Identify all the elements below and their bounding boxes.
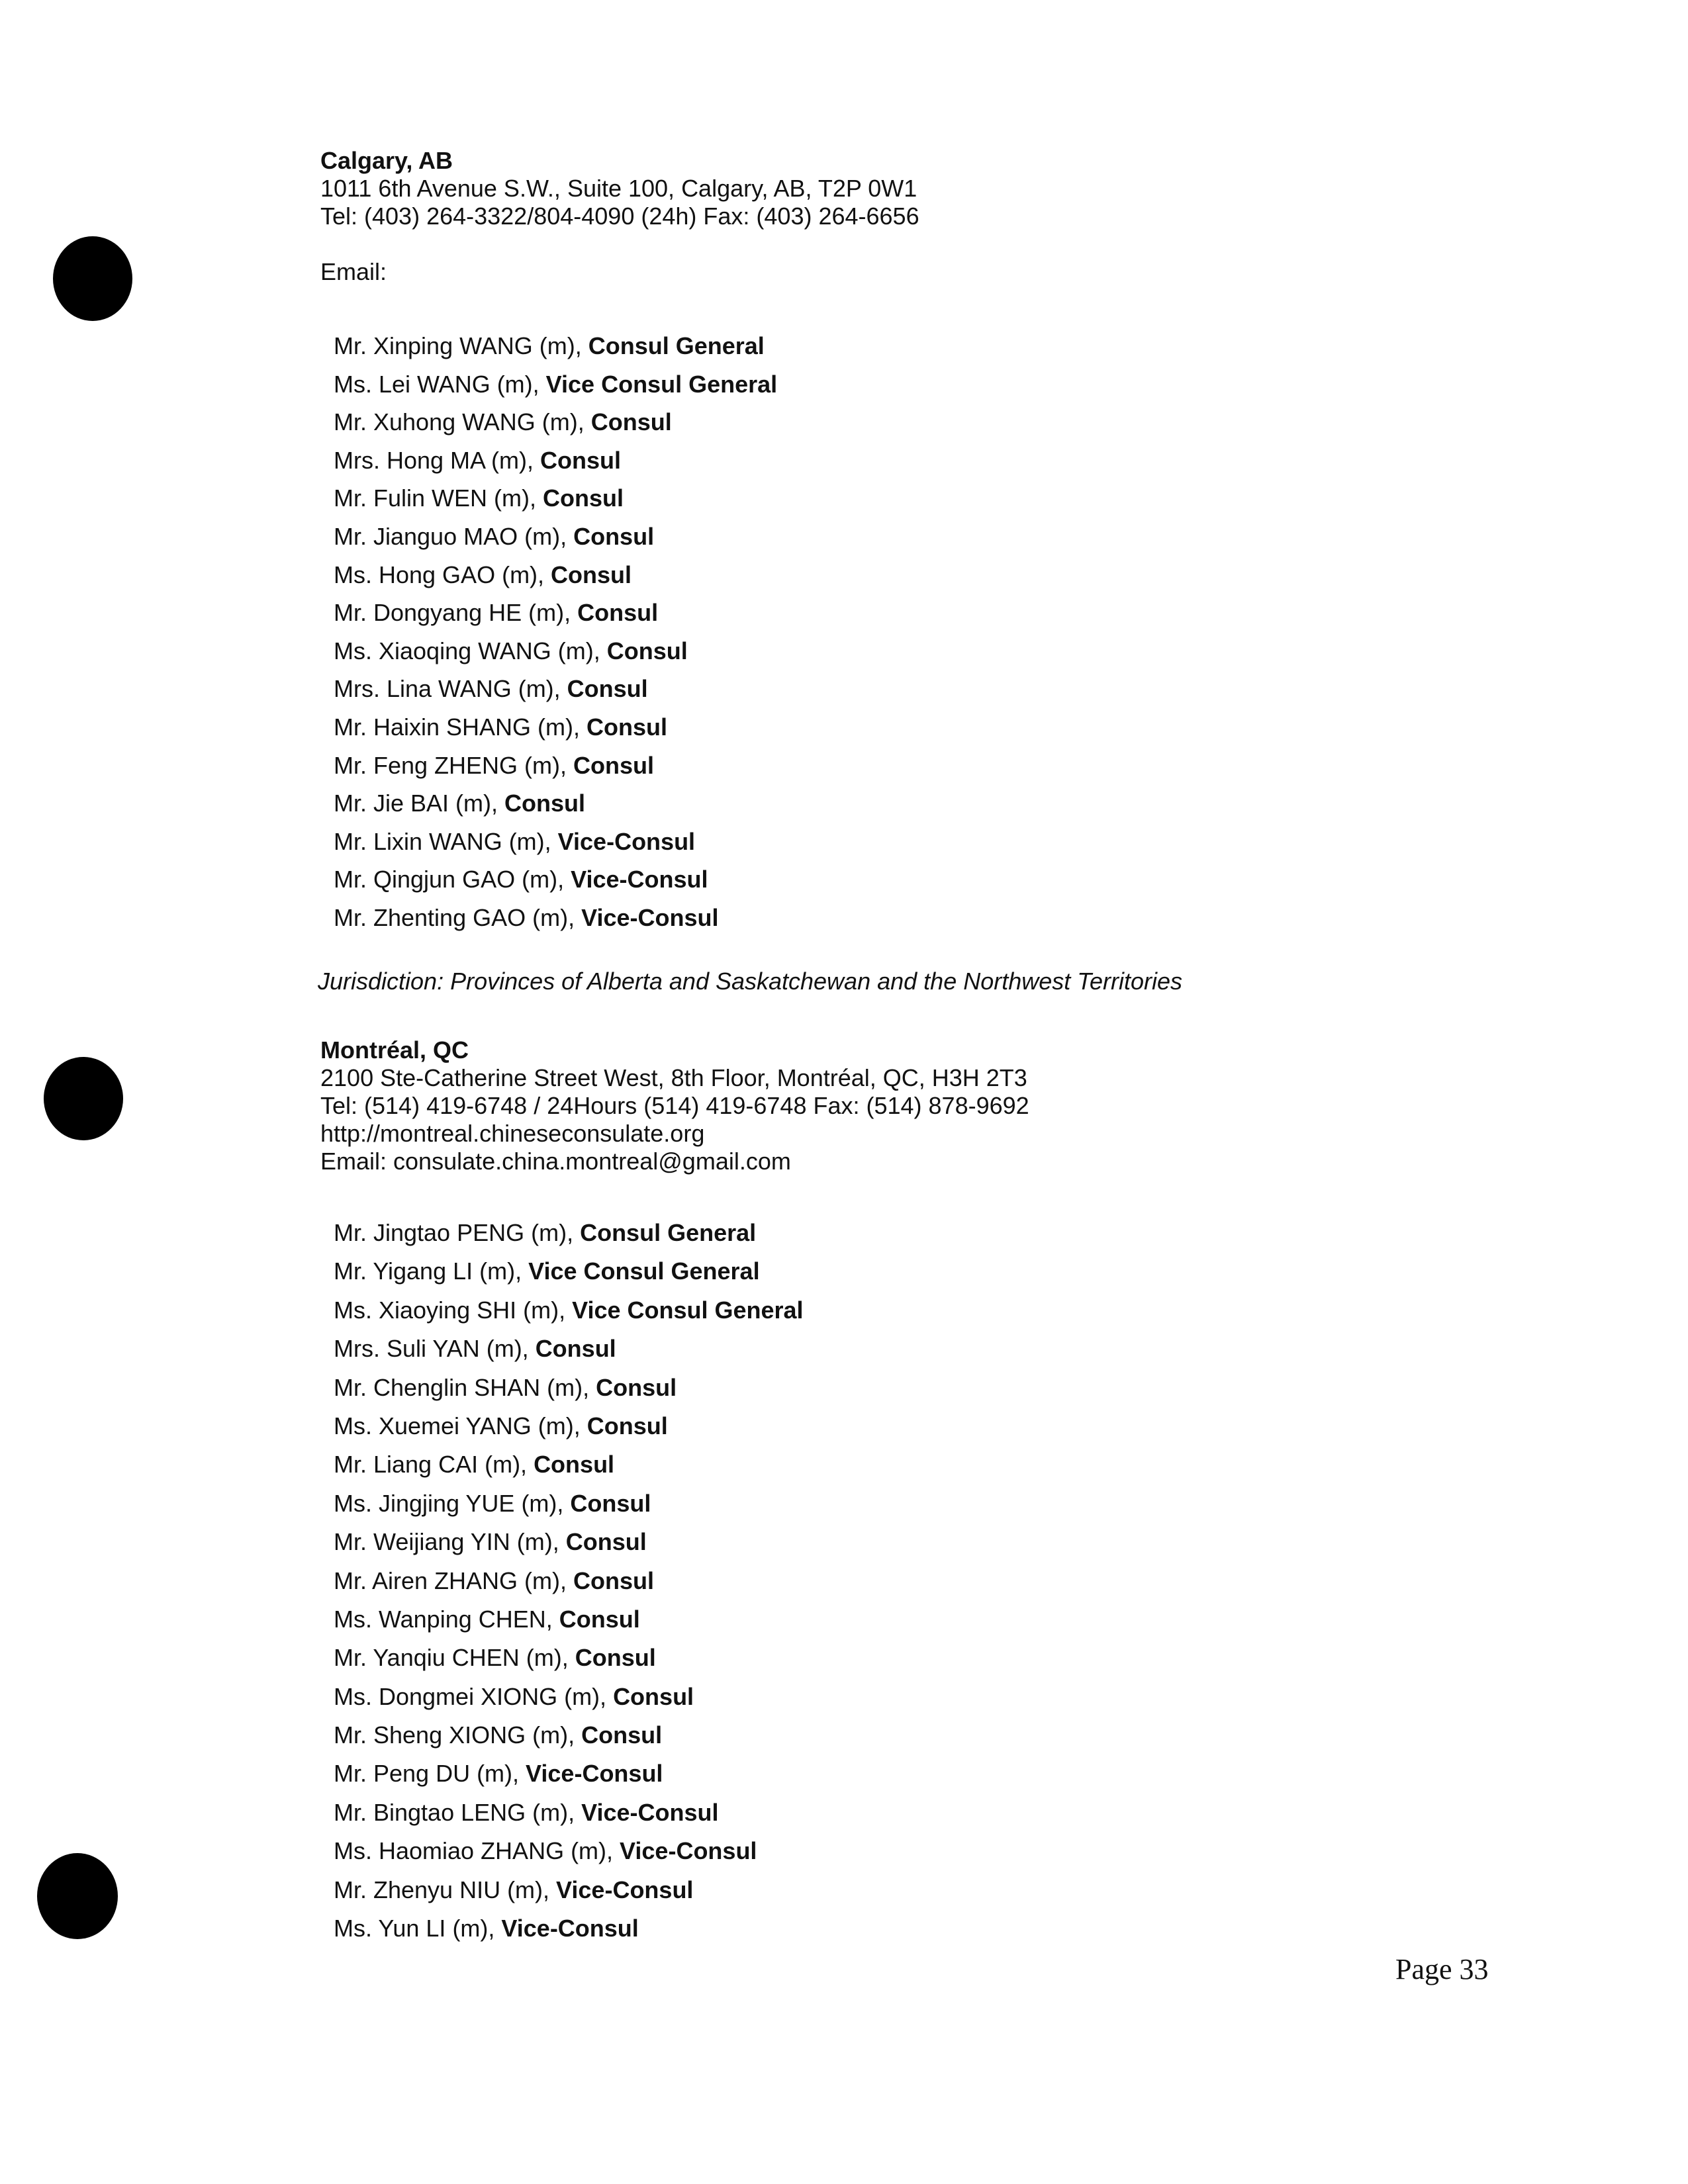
staff-name: Ms. Xiaoqing WANG (m), xyxy=(334,637,607,664)
staff-name: Ms. Hong GAO (m), xyxy=(334,561,551,588)
staff-role: Vice-Consul xyxy=(581,1798,719,1826)
staff-entry xyxy=(334,1484,804,1523)
staff-role: Vice Consul General xyxy=(572,1296,804,1324)
montreal-phone-fax: Tel: (514) 419-6748 / 24Hours (514) 419-6748 Fax: (514) 878-9692 xyxy=(320,1092,1029,1119)
staff-role: Consul xyxy=(581,1721,663,1749)
staff-name: Mr. Peng DU (m), xyxy=(334,1760,526,1788)
calgary-staff-list xyxy=(334,327,777,937)
staff-entry xyxy=(334,670,777,708)
staff-role: Consul xyxy=(596,1373,677,1401)
staff-name: Mr. Jie BAI (m), xyxy=(334,790,505,817)
staff-role: Vice Consul General xyxy=(528,1257,760,1285)
calgary-header xyxy=(320,147,919,230)
staff-name: Ms. Xuemei YANG (m), xyxy=(334,1412,587,1439)
staff-name: Mr. Zhenyu NIU (m), xyxy=(334,1876,557,1903)
staff-entry xyxy=(334,747,777,785)
staff-role: Consul xyxy=(586,713,668,741)
staff-name: Mr. Xinping WANG (m), xyxy=(334,332,588,359)
staff-entry xyxy=(334,403,777,441)
staff-name: Mr. Xuhong WANG (m), xyxy=(334,408,591,436)
staff-entry xyxy=(334,1252,804,1291)
staff-entry xyxy=(334,1678,804,1716)
staff-name: Mr. Airen ZHANG (m), xyxy=(334,1567,574,1594)
staff-entry xyxy=(334,632,777,670)
staff-name: Ms. Xiaoying SHI (m), xyxy=(334,1296,573,1324)
staff-entry xyxy=(334,1407,804,1445)
staff-role: Consul xyxy=(586,1412,668,1439)
staff-name: Mr. Chenglin SHAN (m), xyxy=(334,1373,596,1401)
staff-name: Mrs. Hong MA (m), xyxy=(334,446,541,474)
staff-entry xyxy=(334,1369,804,1407)
staff-name: Mrs. Lina WANG (m), xyxy=(334,675,567,703)
montreal-city-heading: Montréal, QC xyxy=(320,1036,469,1064)
staff-entry xyxy=(334,1214,804,1252)
staff-role: Consul xyxy=(535,1335,616,1363)
staff-name: Ms. Yun LI (m), xyxy=(334,1915,502,1942)
staff-role: Vice-Consul xyxy=(620,1837,757,1865)
staff-role: Consul xyxy=(534,1451,615,1479)
staff-role: Vice-Consul xyxy=(581,903,719,931)
staff-entry xyxy=(334,594,777,632)
staff-name: Ms. Haomiao ZHANG (m), xyxy=(334,1837,620,1865)
staff-entry xyxy=(334,823,777,861)
montreal-email: Email: consulate.china.montreal@gmail.com xyxy=(320,1148,791,1175)
calgary-phone-fax: Tel: (403) 264-3322/804-4090 (24h) Fax: (403) 264-6656 xyxy=(320,203,919,230)
staff-entry xyxy=(334,479,777,518)
staff-name: Ms. Jingjing YUE (m), xyxy=(334,1489,571,1517)
staff-entry xyxy=(334,365,777,404)
staff-entry xyxy=(334,899,777,937)
punch-hole xyxy=(37,1853,118,1939)
staff-role: Vice-Consul xyxy=(526,1760,663,1788)
staff-role: Vice-Consul xyxy=(571,866,708,893)
montreal-website: http://montreal.chineseconsulate.org xyxy=(320,1120,705,1147)
staff-name: Mr. Dongyang HE (m), xyxy=(334,599,578,627)
staff-entry xyxy=(334,1794,804,1832)
staff-role: Consul xyxy=(577,599,659,627)
punch-hole xyxy=(44,1057,123,1140)
montreal-staff-list xyxy=(334,1214,804,1948)
staff-entry xyxy=(334,1330,804,1368)
staff-name: Mrs. Suli YAN (m), xyxy=(334,1335,536,1363)
staff-entry xyxy=(334,708,777,747)
staff-entry xyxy=(334,327,777,365)
punch-hole xyxy=(53,236,132,321)
staff-role: Consul xyxy=(565,1528,647,1556)
staff-entry xyxy=(334,1600,804,1639)
staff-name: Mr. Yigang LI (m), xyxy=(334,1257,529,1285)
staff-role: Consul xyxy=(540,446,622,474)
staff-name: Mr. Jingtao PENG (m), xyxy=(334,1219,581,1246)
staff-role: Consul xyxy=(567,675,648,703)
staff-role: Vice Consul General xyxy=(545,370,778,398)
staff-entry xyxy=(334,556,777,594)
staff-name: Mr. Sheng XIONG (m), xyxy=(334,1721,582,1749)
staff-name: Mr. Liang CAI (m), xyxy=(334,1451,534,1479)
staff-entry xyxy=(334,1832,804,1870)
staff-entry xyxy=(334,1639,804,1677)
staff-name: Mr. Jianguo MAO (m), xyxy=(334,522,574,550)
calgary-city-heading: Calgary, AB xyxy=(320,147,453,174)
staff-role: Consul xyxy=(573,751,655,779)
staff-role: Consul xyxy=(606,637,688,664)
staff-role: Consul xyxy=(504,790,586,817)
staff-entry xyxy=(334,784,777,823)
staff-role: Consul xyxy=(559,1605,640,1633)
staff-name: Mr. Haixin SHANG (m), xyxy=(334,713,587,741)
staff-role: Consul xyxy=(590,408,672,436)
staff-role: Consul xyxy=(573,522,655,550)
staff-entry xyxy=(334,860,777,899)
staff-entry xyxy=(334,518,777,556)
staff-name: Mr. Yanqiu CHEN (m), xyxy=(334,1644,575,1672)
staff-role: Consul xyxy=(575,1644,656,1672)
staff-entry xyxy=(334,1909,804,1948)
calgary-email: Email: xyxy=(320,258,387,285)
montreal-header xyxy=(320,1036,1029,1175)
staff-name: Ms. Wanping CHEN, xyxy=(334,1605,559,1633)
staff-name: Mr. Qingjun GAO (m), xyxy=(334,866,571,893)
staff-role: Consul General xyxy=(580,1219,757,1246)
staff-entry xyxy=(334,1754,804,1793)
staff-name: Mr. Weijiang YIN (m), xyxy=(334,1528,566,1556)
staff-name: Mr. Lixin WANG (m), xyxy=(334,827,558,855)
staff-role: Vice-Consul xyxy=(556,1876,694,1903)
staff-entry xyxy=(334,1871,804,1909)
staff-entry xyxy=(334,1445,804,1484)
staff-entry xyxy=(334,1523,804,1561)
calgary-address: 1011 6th Avenue S.W., Suite 100, Calgary, AB, T2P 0W1 xyxy=(320,175,917,202)
staff-role: Consul xyxy=(570,1489,651,1517)
staff-role: Consul xyxy=(551,561,632,588)
staff-name: Ms. Lei WANG (m), xyxy=(334,370,546,398)
staff-role: Consul General xyxy=(588,332,765,359)
calgary-jurisdiction: Jurisdiction: Provinces of Alberta and Saskatchewan and the Northwest Territories xyxy=(318,968,1182,995)
staff-name: Mr. Zhenting GAO (m), xyxy=(334,903,582,931)
staff-entry xyxy=(334,441,777,480)
staff-role: Consul xyxy=(542,484,624,512)
staff-name: Mr. Fulin WEN (m), xyxy=(334,484,543,512)
staff-role: Consul xyxy=(573,1567,655,1594)
staff-role: Vice-Consul xyxy=(501,1915,639,1942)
staff-role: Vice-Consul xyxy=(557,827,696,855)
staff-entry xyxy=(334,1716,804,1754)
staff-role: Consul xyxy=(613,1682,694,1710)
montreal-address: 2100 Ste-Catherine Street West, 8th Floor, Montréal, QC, H3H 2T3 xyxy=(320,1064,1027,1091)
staff-name: Mr. Feng ZHENG (m), xyxy=(334,751,574,779)
staff-entry xyxy=(334,1291,804,1330)
page-number: Page 33 xyxy=(1395,1953,1489,1985)
staff-entry xyxy=(334,1562,804,1600)
staff-name: Mr. Bingtao LENG (m), xyxy=(334,1798,582,1826)
staff-name: Ms. Dongmei XIONG (m), xyxy=(334,1682,614,1710)
